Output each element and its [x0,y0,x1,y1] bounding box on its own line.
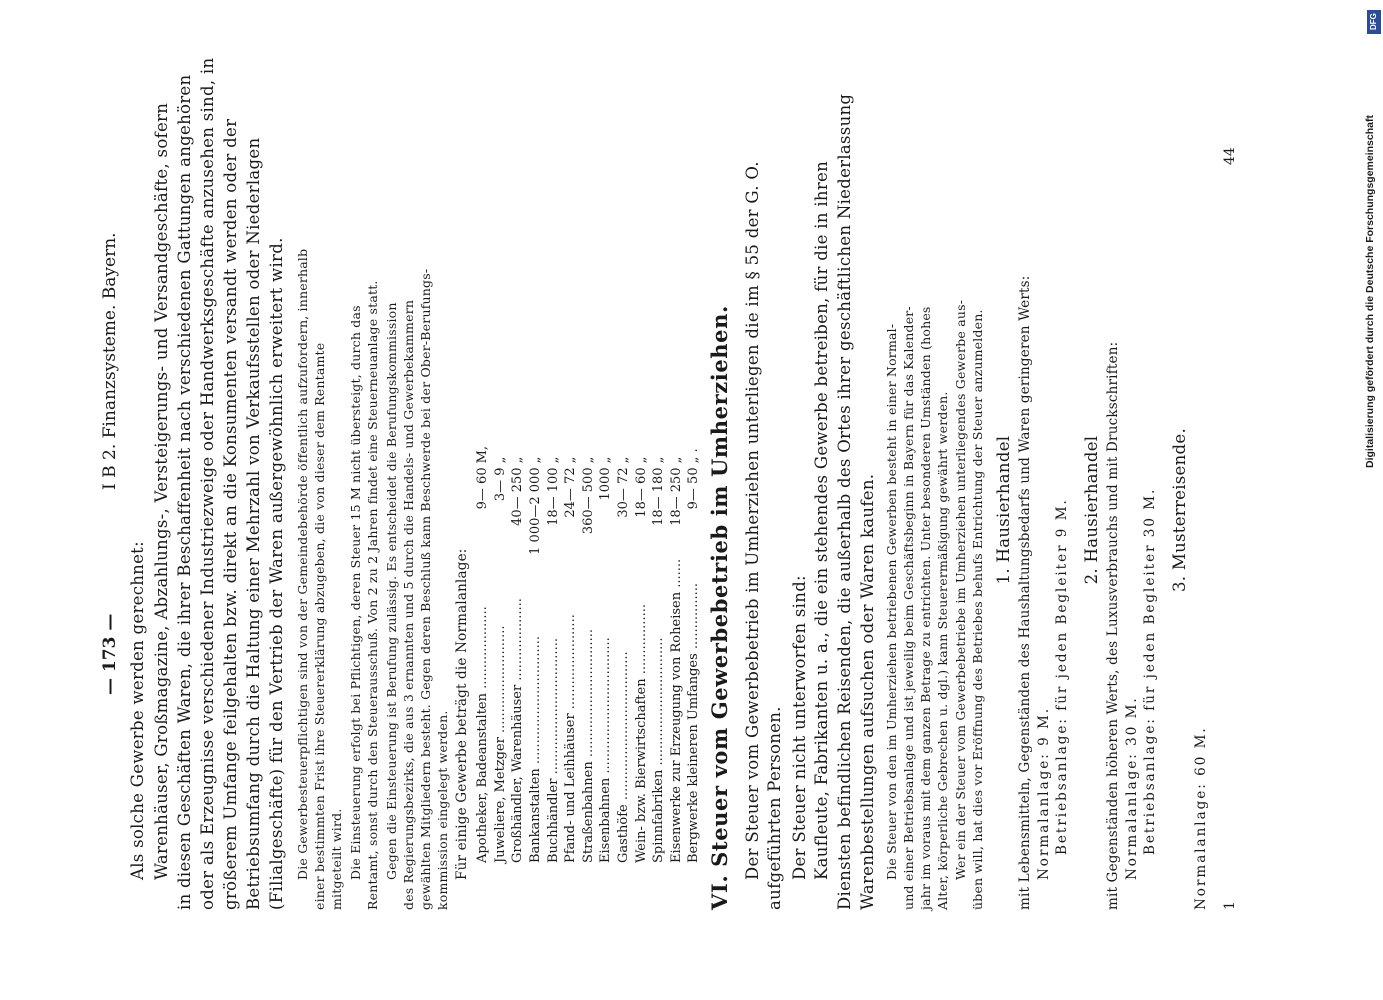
rate-value: 24— 72 [563,467,579,518]
para2-line: mitgeteilt wird. [329,808,344,910]
signature-left: 1 [1222,901,1238,910]
signature-right: 44 [1222,147,1238,165]
hausier1-title: 1. Hausierhandel [994,435,1013,585]
rate-label: Bergwerke kleineren Umfanges ................ [686,582,702,863]
rate-label: Großhändler, Warenhäuser .................... [510,598,526,863]
rate-value: 18— 100 [545,467,561,526]
rate-row [650,431,668,865]
para3-line: Rentamt, sonst durch den Steuerausschuß. Von 2 zu 2 Jahren findet eine Steuerneuanlage statt. [365,280,380,910]
rate-value: 9— 50 [686,467,702,510]
rate-unit: „ [616,456,632,464]
para1-line: (Filialgeschäfte) für den Vertrieb der Waren außergewöhnlich erweitert wird. [267,237,286,910]
para9-line: Wer ein der Steuer vom Gewerbebetriebe im Umherziehen unterliegendes Gewerbe aus- [953,299,968,880]
rate-value: 18— 60 [633,467,649,518]
para9-line: üben will, hat dies vor Eröffnung des Betriebes behufs Entrichtung der Steuer anzumelden. [970,309,985,910]
rate-unit: „ . [686,448,702,464]
rate-label: Straßenbahnen ............................... [580,629,596,863]
rate-unit: „ [668,456,684,464]
hausier2-desc: mit Gegenständen höheren Werts, des Luxusverbrauchs und mit Druckschriften: [1105,341,1121,910]
rate-row [615,431,633,865]
rate-label: Gasthöfe .................................... [616,651,632,863]
rate-row [685,431,703,865]
hausier2-title: 2. Hausierhandel [1082,435,1101,585]
para5-line: Der Steuer vom Gewerbebetrieb im Umherziehen unterliegen die im § 55 der G. O. [743,161,762,880]
para8-line: Die Steuer von den im Umherziehen betriebenen Gewerben besteht in einer Normal- [884,323,899,880]
para7-line: Warenbestellungen aufsuchen oder Waren kaufen. [858,473,877,910]
hausier2-betrieb: Betriebsanlage: für jeden Begleiter 30 M. [1142,487,1158,855]
para1-line: Betriebsumfang durch die Haltung einer Mehrzahl von Verkaufsstellen oder Niederlagen [244,137,263,910]
rate-row [632,431,650,865]
rate-row [668,431,686,865]
page-number: — 173 — [100,613,120,695]
rate-value: 1000 [598,467,614,501]
dfg-logo: DFG [1367,10,1381,34]
para2-line: einer bestimmten Frist ihre Steuererklärung abzugeben, die von dieser dem Rentamte [312,342,327,910]
hausier1-desc: mit Lebensmitteln, Gegenständen des Haushaltungsbedarfs und Waren geringeren Werts: [1017,275,1033,910]
rate-unit: „ [651,456,667,464]
rate-row [474,431,492,865]
rate-value: 18— 180 [651,467,667,526]
rate-unit: „ [580,456,596,464]
rotated-document-page [92,57,1272,910]
hausier2-normal: Normalanlage: 30 M. [1124,696,1140,880]
rate-label: Buchhändler ................................. [545,638,561,863]
para6: Der Steuer nicht unterworfen sind: [790,575,809,880]
para8-line: und einer Betriebsanlage und ist jeweilig beim Geschäftsbeginn in Bayern für das Kalender- [901,306,916,910]
para4-line: Gegen die Einsteuerung ist Berufung zulässig. Es entscheidet die Berufungskommission [384,302,399,880]
rate-value: 30— 72 [616,467,632,518]
rate-value: 18— 250 [668,467,684,526]
rate-label: Wein- bzw. Bierwirtschaften ................. [633,604,649,863]
rate-row [527,431,545,865]
rate-unit: „ [633,456,649,464]
para7-line: Diensten befindlichen Reisenden, die außerhalb des Ortes ihrer geschäftlichen Niederlassung [835,93,854,910]
para8-line: Alter, körperliche Gebrechen u. dgl.) kann Steuerermäßigung gewährt werden. [935,391,950,910]
hausier3-normal: Normalanlage: 60 M. [1193,726,1209,910]
rate-unit: M, [475,445,491,464]
rate-label: Bankanstalten ............................... [528,635,544,863]
rate-row [544,431,562,865]
rate-row [492,431,510,865]
rate-unit: „ [528,456,544,464]
rate-unit: „ [598,456,614,464]
rate-value: 360— 500 [580,467,596,535]
rate-label: Spinnfabriken ............................... [651,637,667,863]
rate-value: 9— 60 [475,467,491,510]
para4-line: kommission eingelegt werden. [435,710,450,910]
rate-unit: „ [545,456,561,464]
para1-line: größerem Umfange feilgehalten bzw. direkt an die Konsumenten versandt werden oder der [221,118,240,910]
para4-line: des Regierungsbezirks, die aus 3 ernannten und 5 durch die Handels- und Gewerbekammern [401,299,416,910]
rate-unit: „ [510,456,526,464]
rate-label: Pfand- und Leihhäuser ....................... [563,614,579,863]
rate-unit: „ [563,456,579,464]
rates-intro: Für einige Gewerbe beträgt die Normalanlage: [454,548,470,880]
running-title: I B 2. Finanzsysteme. Bayern. [100,232,120,490]
rate-label: Juweliere, Metzger .......................... [492,625,508,863]
rate-label: Eisenbahnen ................................. [598,637,614,863]
hausier3-title: 3. Musterreisende. [1170,427,1189,593]
para2-line: Die Gewerbesteuerpflichtigen sind von der Gemeindebehörde öffentlich aufzufordern, innerhalb [295,248,310,880]
rate-label: Apotheker, Badeanstalten .................... [475,606,491,863]
rate-row [597,431,615,865]
para4-line: gewählten Mitgliedern besteht. Gegen deren Beschluß kann Beschwerde bei der Ober-Berufungs- [418,268,433,910]
para5-line: aufgeführten Personen. [765,706,784,910]
rate-unit: „ [492,456,508,464]
rates-table [474,431,703,865]
digitization-credit [1356,8,1383,998]
hausier1-betrieb: Betriebsanlage: für jeden Begleiter 9 M. [1054,498,1070,855]
rate-value: 3— 9 [492,467,508,502]
rate-value: 1 000—2 000 [528,467,544,555]
para1-line: Warenhäuser, Großmagazine, Abzahlungs-, Versteigerungs- und Versandgeschäfte, sofern [152,102,171,880]
credit-text: Digitalisierung gefördert durch die Deutsche Forschungsgemeinschaft [1364,115,1376,468]
rate-value: 40— 250 [510,467,526,526]
intro-line: Als solche Gewerbe werden gerechnet: [128,541,147,880]
rate-row [580,431,598,865]
hausier1-normal: Normalanlage: 9 M. [1036,706,1052,880]
para8-line: jahr im voraus mit dem ganzen Betrage zu entrichten. Unter besonderen Umständen (hohes [918,306,933,910]
rate-label: Eisenwerke zur Erzeugung von Roheisen ....... [668,558,684,863]
para1-line: oder als Erzeugnisse verschiedener Industriezweige oder Handwerksgeschäfte anzusehen sind, in [198,57,217,910]
para3-line: Die Einsteuerung erfolgt bei Pflichtigen, deren Steuer 15 M nicht übersteigt, durch das [348,305,363,880]
rate-row [562,431,580,865]
section-title: VI. Steuer vom Gewerbebetrieb im Umherziehen. [707,305,732,910]
para7-line: Kaufleute, Fabrikanten u. a., die ein stehendes Gewerbe betreiben, für die in ihren [812,160,831,880]
para1-line: in diesen Geschäften Waren, die ihrer Beschaffenheit nach verschiedenen Gattungen angehören [175,74,194,910]
rate-row [509,431,527,865]
